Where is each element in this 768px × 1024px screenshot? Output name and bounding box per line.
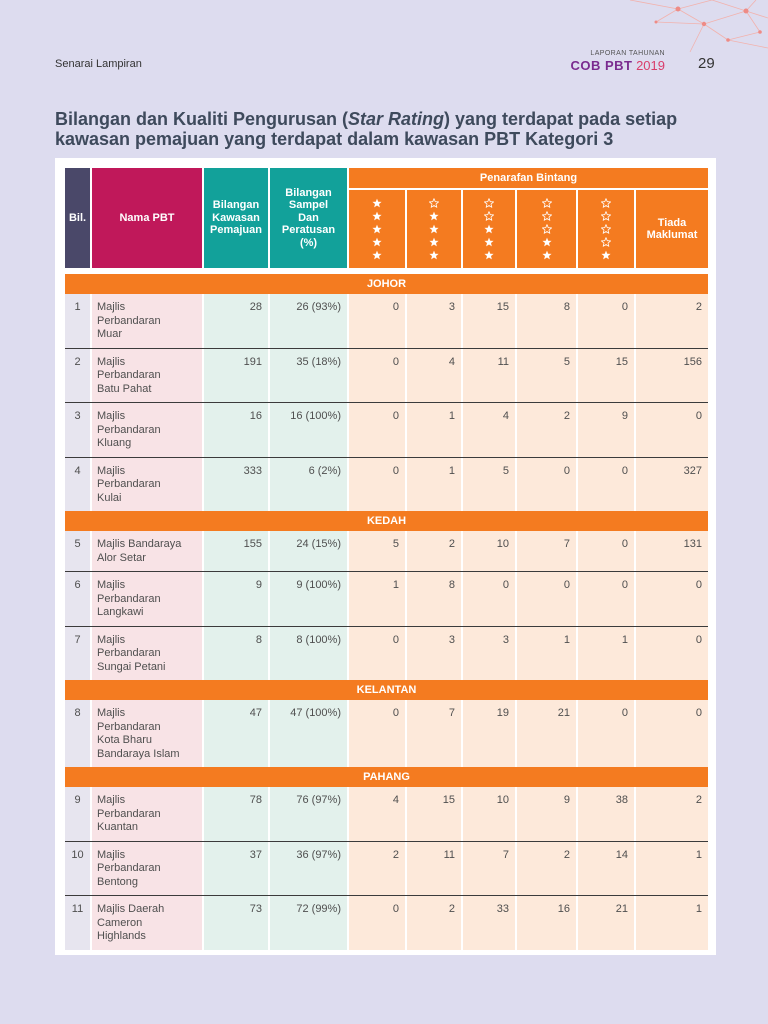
report-brand-name: COB PBT xyxy=(570,58,633,73)
star-outline-shape xyxy=(601,225,610,234)
network-dot xyxy=(758,30,762,34)
star-outline-shape xyxy=(484,199,493,208)
star-outline-icon xyxy=(429,198,439,208)
rating-1-star-cell: 0 xyxy=(578,700,634,767)
state-section-header: JOHOR xyxy=(65,274,708,294)
rating-5-star-cell: 0 xyxy=(349,458,405,512)
rating-1-star-cell: 0 xyxy=(578,531,634,571)
network-line xyxy=(630,0,678,9)
star-filled-icon xyxy=(372,198,382,208)
sampel-peratusan-cell: 6 (2%) xyxy=(270,458,347,512)
table-row xyxy=(65,841,708,896)
network-line xyxy=(728,32,760,40)
star-filled-shape xyxy=(484,225,493,234)
rating-2-star-cell: 5 xyxy=(517,349,576,403)
pbt-name-cell: Majlis Perbandaran Kota Bharu Bandaraya Islam xyxy=(92,700,202,767)
table-row xyxy=(65,700,708,767)
pbt-name-cell: Majlis Perbandaran Muar xyxy=(92,294,202,348)
table-row xyxy=(65,531,708,571)
star-outline-shape xyxy=(601,199,610,208)
network-line xyxy=(678,0,712,9)
star-outline-icon xyxy=(601,211,611,221)
rating-2-star-cell: 9 xyxy=(517,787,576,841)
star-filled-shape xyxy=(429,212,438,221)
rating-1-star-cell: 1 xyxy=(578,627,634,681)
rating-2-star-cell: 8 xyxy=(517,294,576,348)
network-dots xyxy=(655,7,762,42)
pbt-name-cell: Majlis Perbandaran Sungai Petani xyxy=(92,627,202,681)
report-year: 2019 xyxy=(636,58,665,73)
star-filled-shape xyxy=(372,238,381,247)
tiada-maklumat-cell: 0 xyxy=(636,700,708,767)
network-dot xyxy=(744,9,749,14)
row-number-cell: 5 xyxy=(65,531,90,571)
network-dot xyxy=(676,7,681,12)
rating-1-star-cell: 14 xyxy=(578,842,634,896)
rating-3-star-cell: 3 xyxy=(463,627,515,681)
rating-2-star-cell: 0 xyxy=(517,572,576,626)
star-filled-icon xyxy=(484,237,494,247)
rating-3-star-cell: 0 xyxy=(463,572,515,626)
rating-1-star-cell: 0 xyxy=(578,572,634,626)
star-outline-icon xyxy=(542,198,552,208)
network-dot xyxy=(726,38,730,42)
rating-3-star-cell: 33 xyxy=(463,896,515,950)
rating-5-star-cell: 0 xyxy=(349,403,405,457)
row-number-cell: 2 xyxy=(65,349,90,403)
rating-3-star-cell: 10 xyxy=(463,787,515,841)
rating-4-star-cell: 8 xyxy=(407,572,461,626)
star-outline-icon xyxy=(601,237,611,247)
kawasan-pemajuan-cell: 28 xyxy=(204,294,268,348)
column-header-sampel-peratusan: Bilangan Sampel Dan Peratusan (%) xyxy=(270,168,347,268)
tiada-maklumat-cell: 0 xyxy=(636,572,708,626)
column-header-nama-pbt: Nama PBT xyxy=(92,168,202,268)
report-name xyxy=(570,59,665,73)
page-title xyxy=(55,109,716,149)
star-filled-shape xyxy=(429,251,438,260)
tiada-maklumat-cell: 156 xyxy=(636,349,708,403)
sampel-peratusan-cell: 35 (18%) xyxy=(270,349,347,403)
sampel-peratusan-cell: 26 (93%) xyxy=(270,294,347,348)
rating-1-star-cell: 15 xyxy=(578,349,634,403)
star-filled-icon xyxy=(429,250,439,260)
sampel-peratusan-cell: 8 (100%) xyxy=(270,627,347,681)
column-header-tiada-maklumat: Tiada Maklumat xyxy=(636,190,708,268)
kawasan-pemajuan-cell: 37 xyxy=(204,842,268,896)
rating-5-star-cell: 1 xyxy=(349,572,405,626)
column-header-bil: Bil. xyxy=(65,168,90,268)
star-level-row xyxy=(349,190,708,268)
rating-2-star-cell: 16 xyxy=(517,896,576,950)
sampel-peratusan-cell: 76 (97%) xyxy=(270,787,347,841)
star-filled-icon xyxy=(372,211,382,221)
table-row xyxy=(65,626,708,681)
pbt-name-cell: Majlis Perbandaran Kuantan xyxy=(92,787,202,841)
page-number: 29 xyxy=(698,55,715,72)
star-outline-icon xyxy=(601,198,611,208)
rating-2-star-cell: 21 xyxy=(517,700,576,767)
rating-3-star-cell: 7 xyxy=(463,842,515,896)
network-line xyxy=(656,9,678,22)
kawasan-pemajuan-cell: 47 xyxy=(204,700,268,767)
star-filled-icon xyxy=(484,250,494,260)
pbt-name-cell: Majlis Perbandaran Langkawi xyxy=(92,572,202,626)
sampel-peratusan-cell: 47 (100%) xyxy=(270,700,347,767)
rating-5-star-cell: 4 xyxy=(349,787,405,841)
kawasan-pemajuan-cell: 191 xyxy=(204,349,268,403)
rating-1-star-cell: 9 xyxy=(578,403,634,457)
network-line xyxy=(746,11,768,18)
kawasan-pemajuan-cell: 333 xyxy=(204,458,268,512)
star-outline-shape xyxy=(601,212,610,221)
star-outline-shape xyxy=(542,212,551,221)
pbt-name-cell: Majlis Perbandaran Bentong xyxy=(92,842,202,896)
tiada-maklumat-cell: 2 xyxy=(636,294,708,348)
rating-2-star-cell: 0 xyxy=(517,458,576,512)
rating-4-star-cell: 1 xyxy=(407,458,461,512)
star-filled-icon xyxy=(429,237,439,247)
rating-2-star-cell: 2 xyxy=(517,842,576,896)
star-outline-shape xyxy=(542,199,551,208)
star-filled-icon xyxy=(429,211,439,221)
table-body xyxy=(65,274,708,950)
star-filled-icon xyxy=(484,224,494,234)
rating-5-star-cell: 0 xyxy=(349,627,405,681)
section-label: Senarai Lampiran xyxy=(55,58,142,70)
star-outline-shape xyxy=(601,238,610,247)
rating-2-star-cell: 1 xyxy=(517,627,576,681)
network-lines xyxy=(630,0,768,52)
report-brand xyxy=(570,49,665,73)
column-header-rating-2-star xyxy=(517,190,576,268)
network-line xyxy=(656,22,704,24)
network-line xyxy=(746,11,760,32)
rating-3-star-cell: 19 xyxy=(463,700,515,767)
row-number-cell: 9 xyxy=(65,787,90,841)
row-number-cell: 11 xyxy=(65,896,90,950)
star-outline-icon xyxy=(601,224,611,234)
kawasan-pemajuan-cell: 73 xyxy=(204,896,268,950)
rating-4-star-cell: 11 xyxy=(407,842,461,896)
column-header-rating-4-star xyxy=(407,190,461,268)
rating-4-star-cell: 4 xyxy=(407,349,461,403)
star-filled-shape xyxy=(429,225,438,234)
star-filled-icon xyxy=(542,237,552,247)
rating-3-star-cell: 5 xyxy=(463,458,515,512)
star-outline-shape xyxy=(484,212,493,221)
tiada-maklumat-cell: 131 xyxy=(636,531,708,571)
table-row xyxy=(65,457,708,512)
rating-5-star-cell: 0 xyxy=(349,896,405,950)
rating-4-star-cell: 15 xyxy=(407,787,461,841)
rating-1-star-cell: 38 xyxy=(578,787,634,841)
rating-3-star-cell: 15 xyxy=(463,294,515,348)
tiada-maklumat-cell: 0 xyxy=(636,627,708,681)
network-line xyxy=(690,24,704,52)
star-filled-shape xyxy=(372,199,381,208)
rating-4-star-cell: 1 xyxy=(407,403,461,457)
title-italic-term: Star Rating xyxy=(348,109,445,129)
kawasan-pemajuan-cell: 78 xyxy=(204,787,268,841)
kawasan-pemajuan-cell: 8 xyxy=(204,627,268,681)
row-number-cell: 3 xyxy=(65,403,90,457)
star-filled-shape xyxy=(372,212,381,221)
star-filled-icon xyxy=(542,250,552,260)
row-number-cell: 1 xyxy=(65,294,90,348)
network-line xyxy=(704,24,728,40)
kawasan-pemajuan-cell: 9 xyxy=(204,572,268,626)
star-outline-shape xyxy=(542,225,551,234)
row-number-cell: 6 xyxy=(65,572,90,626)
state-section-header: PAHANG xyxy=(65,767,708,787)
state-section-header: KEDAH xyxy=(65,511,708,531)
rating-4-star-cell: 2 xyxy=(407,531,461,571)
table-panel xyxy=(55,158,716,955)
row-number-cell: 7 xyxy=(65,627,90,681)
rating-4-star-cell: 7 xyxy=(407,700,461,767)
sampel-peratusan-cell: 24 (15%) xyxy=(270,531,347,571)
rating-1-star-cell: 0 xyxy=(578,458,634,512)
state-section-header: KELANTAN xyxy=(65,680,708,700)
rating-1-star-cell: 21 xyxy=(578,896,634,950)
star-filled-shape xyxy=(429,238,438,247)
star-filled-shape xyxy=(542,238,551,247)
pbt-name-cell: Majlis Perbandaran Kluang xyxy=(92,403,202,457)
table-row xyxy=(65,895,708,950)
rating-3-star-cell: 10 xyxy=(463,531,515,571)
column-header-rating-3-star xyxy=(463,190,515,268)
star-filled-icon xyxy=(601,250,611,260)
star-rating-table xyxy=(65,168,708,950)
rating-1-star-cell: 0 xyxy=(578,294,634,348)
rating-5-star-cell: 0 xyxy=(349,349,405,403)
sampel-peratusan-cell: 72 (99%) xyxy=(270,896,347,950)
tiada-maklumat-cell: 327 xyxy=(636,458,708,512)
table-row xyxy=(65,294,708,348)
star-filled-icon xyxy=(372,224,382,234)
row-number-cell: 8 xyxy=(65,700,90,767)
row-number-cell: 10 xyxy=(65,842,90,896)
sampel-peratusan-cell: 36 (97%) xyxy=(270,842,347,896)
column-header-kawasan-pemajuan: Bilangan Kawasan Pemajuan xyxy=(204,168,268,268)
star-filled-shape xyxy=(372,251,381,260)
rating-5-star-cell: 0 xyxy=(349,700,405,767)
table-row xyxy=(65,787,708,841)
rating-4-star-cell: 3 xyxy=(407,294,461,348)
star-outline-shape xyxy=(429,199,438,208)
rating-5-star-cell: 0 xyxy=(349,294,405,348)
star-filled-shape xyxy=(372,225,381,234)
tiada-maklumat-cell: 1 xyxy=(636,842,708,896)
star-outline-icon xyxy=(542,224,552,234)
star-outline-icon xyxy=(484,198,494,208)
column-header-penarafan-bintang: Penarafan Bintang xyxy=(349,168,708,188)
network-line xyxy=(704,11,746,24)
tiada-maklumat-cell: 2 xyxy=(636,787,708,841)
pbt-name-cell: Majlis Perbandaran Kulai xyxy=(92,458,202,512)
star-outline-icon xyxy=(484,211,494,221)
tiada-maklumat-cell: 0 xyxy=(636,403,708,457)
sampel-peratusan-cell: 16 (100%) xyxy=(270,403,347,457)
column-header-rating-5-star xyxy=(349,190,405,268)
tiada-maklumat-cell: 1 xyxy=(636,896,708,950)
star-filled-shape xyxy=(484,251,493,260)
title-text-line1-end: ) yang terdapat pada setiap xyxy=(444,109,678,129)
rating-column-group xyxy=(349,168,708,268)
network-dot xyxy=(702,22,706,26)
sampel-peratusan-cell: 9 (100%) xyxy=(270,572,347,626)
report-label: LAPORAN TAHUNAN xyxy=(590,50,665,57)
kawasan-pemajuan-cell: 155 xyxy=(204,531,268,571)
star-outline-icon xyxy=(542,211,552,221)
rating-3-star-cell: 11 xyxy=(463,349,515,403)
star-filled-icon xyxy=(429,224,439,234)
rating-2-star-cell: 7 xyxy=(517,531,576,571)
network-dot xyxy=(655,21,658,24)
star-filled-icon xyxy=(372,237,382,247)
star-filled-shape xyxy=(601,251,610,260)
table-row xyxy=(65,571,708,626)
table-row xyxy=(65,348,708,403)
network-line xyxy=(712,0,746,11)
row-number-cell: 4 xyxy=(65,458,90,512)
table-row xyxy=(65,402,708,457)
pbt-name-cell: Majlis Daerah Cameron Highlands xyxy=(92,896,202,950)
kawasan-pemajuan-cell: 16 xyxy=(204,403,268,457)
star-filled-shape xyxy=(542,251,551,260)
network-line xyxy=(678,9,704,24)
title-text-start: Bilangan dan Kualiti Pengurusan ( xyxy=(55,109,349,129)
rating-2-star-cell: 2 xyxy=(517,403,576,457)
rating-4-star-cell: 3 xyxy=(407,627,461,681)
rating-5-star-cell: 2 xyxy=(349,842,405,896)
rating-5-star-cell: 5 xyxy=(349,531,405,571)
table-header xyxy=(65,168,708,268)
rating-3-star-cell: 4 xyxy=(463,403,515,457)
star-filled-shape xyxy=(484,238,493,247)
title-text-line2: kawasan pemajuan yang terdapat dalam kawasan PBT Kategori 3 xyxy=(55,129,614,149)
pbt-name-cell: Majlis Bandaraya Alor Setar xyxy=(92,531,202,571)
network-line xyxy=(728,40,768,48)
column-header-rating-1-star xyxy=(578,190,634,268)
pbt-name-cell: Majlis Perbandaran Batu Pahat xyxy=(92,349,202,403)
star-filled-icon xyxy=(372,250,382,260)
rating-4-star-cell: 2 xyxy=(407,896,461,950)
